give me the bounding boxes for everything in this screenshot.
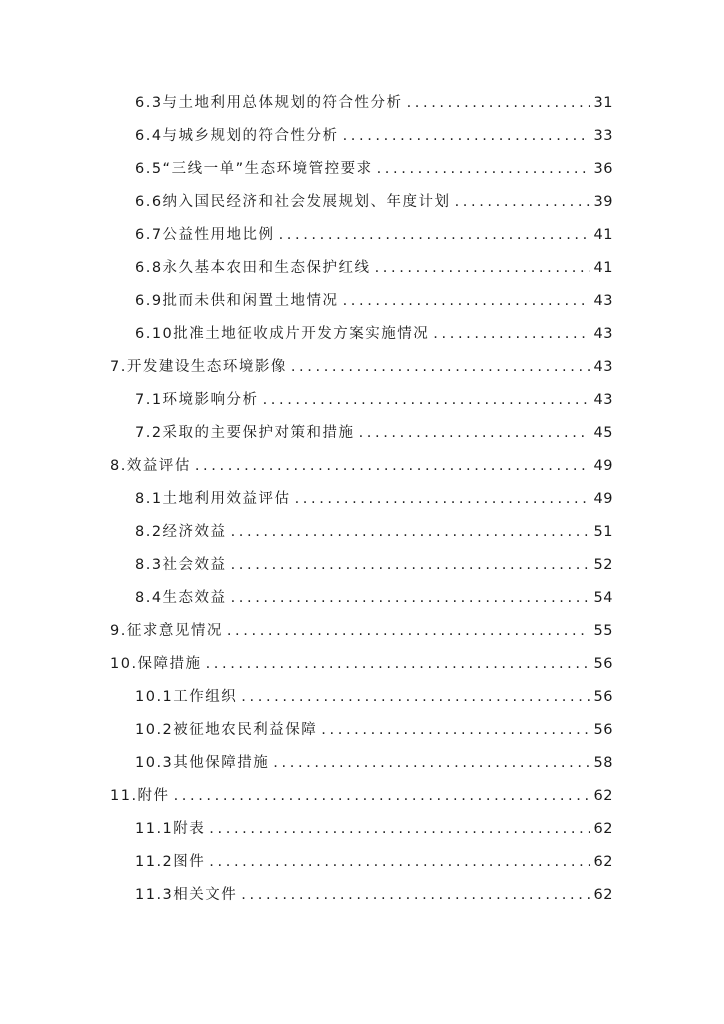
toc-entry-label: 10.保障措施 (110, 656, 202, 672)
toc-entry-6-6[interactable] (135, 190, 613, 223)
toc-entry-page-number: 56 (593, 656, 613, 672)
toc-entry-7[interactable] (110, 355, 613, 388)
toc-entry-page-number: 55 (593, 623, 613, 639)
toc-leader-dots (273, 755, 589, 771)
toc-leader-dots (455, 194, 590, 210)
toc-leader-dots (227, 623, 590, 639)
toc-entry-11[interactable] (110, 784, 613, 817)
toc-entry-label: 7.开发建设生态环境影像 (110, 359, 287, 375)
toc-entry-page-number: 41 (593, 227, 613, 243)
toc-entry-label: 8.3社会效益 (135, 557, 227, 573)
toc-entry-11-1[interactable] (135, 817, 613, 850)
toc-leader-dots (209, 854, 589, 870)
toc-entry-page-number: 33 (593, 128, 613, 144)
toc-entry-page-number: 56 (593, 689, 613, 705)
toc-leader-dots (231, 524, 590, 540)
toc-entry-page-number: 62 (593, 854, 613, 870)
toc-leader-dots (209, 821, 589, 837)
toc-entry-page-number: 36 (593, 161, 613, 177)
toc-leader-dots (241, 887, 589, 903)
toc-leader-dots (295, 491, 590, 507)
toc-leader-dots (375, 260, 590, 276)
toc-leader-dots (263, 392, 590, 408)
toc-leader-dots (359, 425, 590, 441)
toc-entry-6-8[interactable] (135, 256, 613, 289)
toc-entry-7-1[interactable] (135, 388, 613, 421)
toc-entry-label: 11.附件 (110, 788, 170, 804)
toc-entry-page-number: 52 (593, 557, 613, 573)
toc-entry-label: 8.效益评估 (110, 458, 191, 474)
toc-entry-6-4[interactable] (135, 124, 613, 157)
toc-entry-label: 9.征求意见情况 (110, 623, 223, 639)
table-of-contents (0, 91, 724, 916)
toc-entry-label: 8.1土地利用效益评估 (135, 491, 291, 507)
toc-leader-dots (241, 689, 589, 705)
toc-entry-label: 6.6纳入国民经济和社会发展规划、年度计划 (135, 194, 451, 210)
toc-entry-page-number: 56 (593, 722, 613, 738)
toc-entry-page-number: 45 (593, 425, 613, 441)
toc-entry-label: 6.4与城乡规划的符合性分析 (135, 128, 339, 144)
toc-entry-label: 10.2被征地农民利益保障 (135, 722, 318, 738)
toc-leader-dots (343, 128, 590, 144)
toc-leader-dots (231, 557, 590, 573)
toc-entry-6-7[interactable] (135, 223, 613, 256)
toc-entry-page-number: 51 (593, 524, 613, 540)
toc-entry-label: 8.4生态效益 (135, 590, 227, 606)
toc-entry-page-number: 49 (593, 491, 613, 507)
toc-entry-label: 7.2采取的主要保护对策和措施 (135, 425, 355, 441)
toc-entry-label: 6.8永久基本农田和生态保护红线 (135, 260, 371, 276)
toc-leader-dots (195, 458, 590, 474)
toc-leader-dots (206, 656, 590, 672)
toc-entry-page-number: 43 (593, 293, 613, 309)
toc-entry-9[interactable] (110, 619, 613, 652)
toc-entry-10-3[interactable] (135, 751, 613, 784)
toc-entry-page-number: 62 (593, 821, 613, 837)
toc-entry-8-2[interactable] (135, 520, 613, 553)
toc-entry-label: 6.10批准土地征收成片开发方案实施情况 (135, 326, 430, 342)
toc-entry-page-number: 43 (593, 326, 613, 342)
toc-entry-10[interactable] (110, 652, 613, 685)
toc-entry-page-number: 41 (593, 260, 613, 276)
toc-leader-dots (279, 227, 590, 243)
toc-entry-label: 6.9批而未供和闲置土地情况 (135, 293, 339, 309)
toc-entry-label: 10.1工作组织 (135, 689, 238, 705)
toc-entry-page-number: 43 (593, 392, 613, 408)
toc-leader-dots (343, 293, 590, 309)
toc-entry-8[interactable] (110, 454, 613, 487)
toc-entry-page-number: 39 (593, 194, 613, 210)
toc-entry-11-3[interactable] (135, 883, 613, 916)
toc-entry-label: 11.1附表 (135, 821, 206, 837)
toc-leader-dots (291, 359, 590, 375)
toc-entry-page-number: 54 (593, 590, 613, 606)
toc-entry-page-number: 58 (593, 755, 613, 771)
toc-entry-8-1[interactable] (135, 487, 613, 520)
toc-entry-label: 6.5“三线一单”生态环境管控要求 (135, 161, 373, 177)
toc-entry-page-number: 31 (593, 95, 613, 111)
toc-entry-label: 11.3相关文件 (135, 887, 238, 903)
toc-entry-page-number: 62 (593, 788, 613, 804)
toc-entry-10-1[interactable] (135, 685, 613, 718)
toc-entry-label: 8.2经济效益 (135, 524, 227, 540)
toc-entry-10-2[interactable] (135, 718, 613, 751)
toc-entry-6-5[interactable] (135, 157, 613, 190)
toc-entry-page-number: 62 (593, 887, 613, 903)
toc-entry-label: 11.2图件 (135, 854, 206, 870)
toc-entry-7-2[interactable] (135, 421, 613, 454)
toc-leader-dots (174, 788, 590, 804)
toc-entry-page-number: 43 (593, 359, 613, 375)
toc-entry-label: 7.1环境影响分析 (135, 392, 259, 408)
toc-leader-dots (377, 161, 590, 177)
toc-entry-6-3[interactable] (135, 91, 613, 124)
toc-entry-8-3[interactable] (135, 553, 613, 586)
toc-leader-dots (433, 326, 589, 342)
toc-entry-11-2[interactable] (135, 850, 613, 883)
toc-entry-6-10[interactable] (135, 322, 613, 355)
toc-entry-label: 10.3其他保障措施 (135, 755, 270, 771)
toc-entry-8-4[interactable] (135, 586, 613, 619)
toc-leader-dots (231, 590, 590, 606)
toc-entry-6-9[interactable] (135, 289, 613, 322)
toc-leader-dots (321, 722, 589, 738)
toc-entry-page-number: 49 (593, 458, 613, 474)
toc-entry-label: 6.7公益性用地比例 (135, 227, 275, 243)
toc-entry-label: 6.3与土地利用总体规划的符合性分析 (135, 95, 403, 111)
toc-leader-dots (407, 95, 590, 111)
